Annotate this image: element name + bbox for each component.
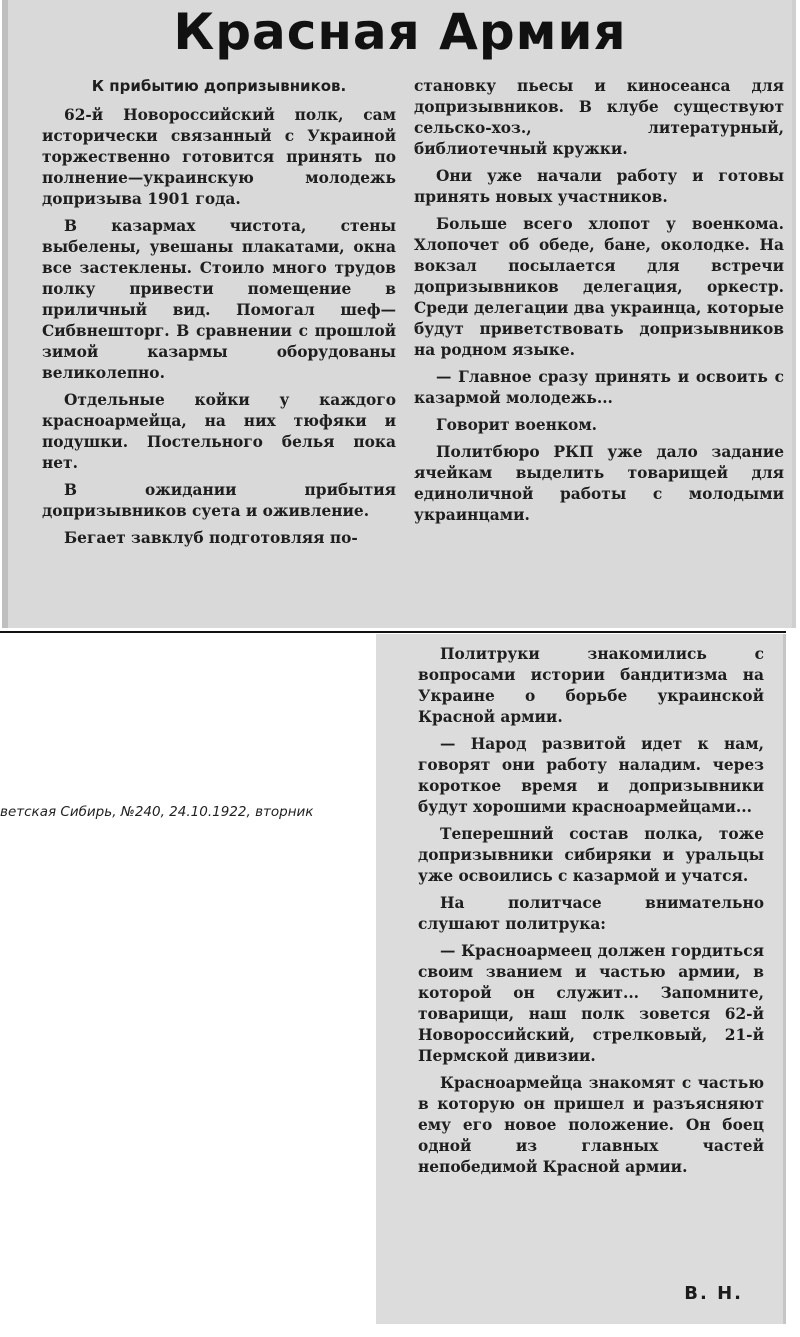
article-heading: К прибытию допризывников. xyxy=(91,77,347,95)
article-paragraph: — Главное сразу принять и освоить с казармой молодежь... xyxy=(414,368,784,407)
article-paragraph: — Красноармеец должен гордиться своим званием и частью армии, в которой он служит... Запомните, товарищи, наш полк зовется 62-й Новороссийский, стрелковый, 21-й Пермской дивизии. xyxy=(418,942,764,1065)
source-caption: ветская Сибирь, №240, 24.10.1922, вторник xyxy=(0,804,314,820)
newspaper-clipping-top xyxy=(2,0,796,628)
article-left-column xyxy=(42,76,396,555)
separator-line xyxy=(0,631,786,633)
article-paragraph: Политбюро РКП уже дало задание ячейкам выделить товарищей для единоличной работы с молодыми украинцами. xyxy=(414,443,784,524)
article-paragraph: — Народ развитой идет к нам, говорят они работу наладим. через короткое время и допризывники будут хорошими красноармейцами... xyxy=(418,735,764,816)
article-paragraph: Бегает завклуб подготовляя по- xyxy=(64,529,358,547)
article-paragraph: Говорит военком. xyxy=(436,416,598,434)
article-continuation-column xyxy=(418,644,764,1184)
article-paragraph: становку пьесы и киносеанса для допризывников. В клубе существуют сельско-хоз., литературный, библиотечный кружки. xyxy=(414,77,784,158)
article-body xyxy=(8,76,792,628)
author-signature: В. Н. xyxy=(684,1283,743,1304)
article-paragraph: Отдельные койки у каждого красноармейца, на них тюфяки и подушки. Постельного белья пока нет. xyxy=(42,391,396,472)
article-paragraph: 62-й Новороссийский полк, сам исторически связанный с Украиной торжественно готовится принять по полнение—украинскую молодежь допризыва 1901 года. xyxy=(42,106,396,208)
article-paragraph: В казармах чистота, стены выбелены, увешаны плакатами, окна все застеклены. Стоило много трудов полку привести помещение в приличный вид. Помогал шеф—Сибвнешторг. В сравнении с прошлой зимой казармы оборудованы великолепно. xyxy=(42,217,396,382)
article-paragraph: На политчасе внимательно слушают политрука: xyxy=(418,894,764,933)
article-paragraph: Больше всего хлопот у военкома. Хлопочет об обеде, бане, околодке. На вокзал посылается для встречи допризывников делегация, оркестр. Среди делегации два украинца, которые будут приветствовать допризывников на родном языке. xyxy=(414,215,784,359)
section-title: Красная Армия xyxy=(173,3,627,61)
article-paragraph: Теперешний состав полка, тоже допризывники сибиряки и уральцы уже освоились с казармой и учатся. xyxy=(418,825,764,885)
article-paragraph: Красноармейца знакомят с частью в которую он пришел и разъясняют ему его новое положение. Он боец одной из главных частей непобедимой Красной армии. xyxy=(418,1074,764,1176)
article-right-column xyxy=(414,76,784,532)
article-paragraph: Политруки знакомились с вопросами истории бандитизма на Украине о борьбе украинской Красной армии. xyxy=(418,645,764,726)
article-paragraph: В ожидании прибытия допризывников суета и оживление. xyxy=(42,481,396,520)
article-paragraph: Они уже начали работу и готовы принять новых участников. xyxy=(414,167,784,206)
newspaper-clipping-bottom xyxy=(376,634,786,1324)
